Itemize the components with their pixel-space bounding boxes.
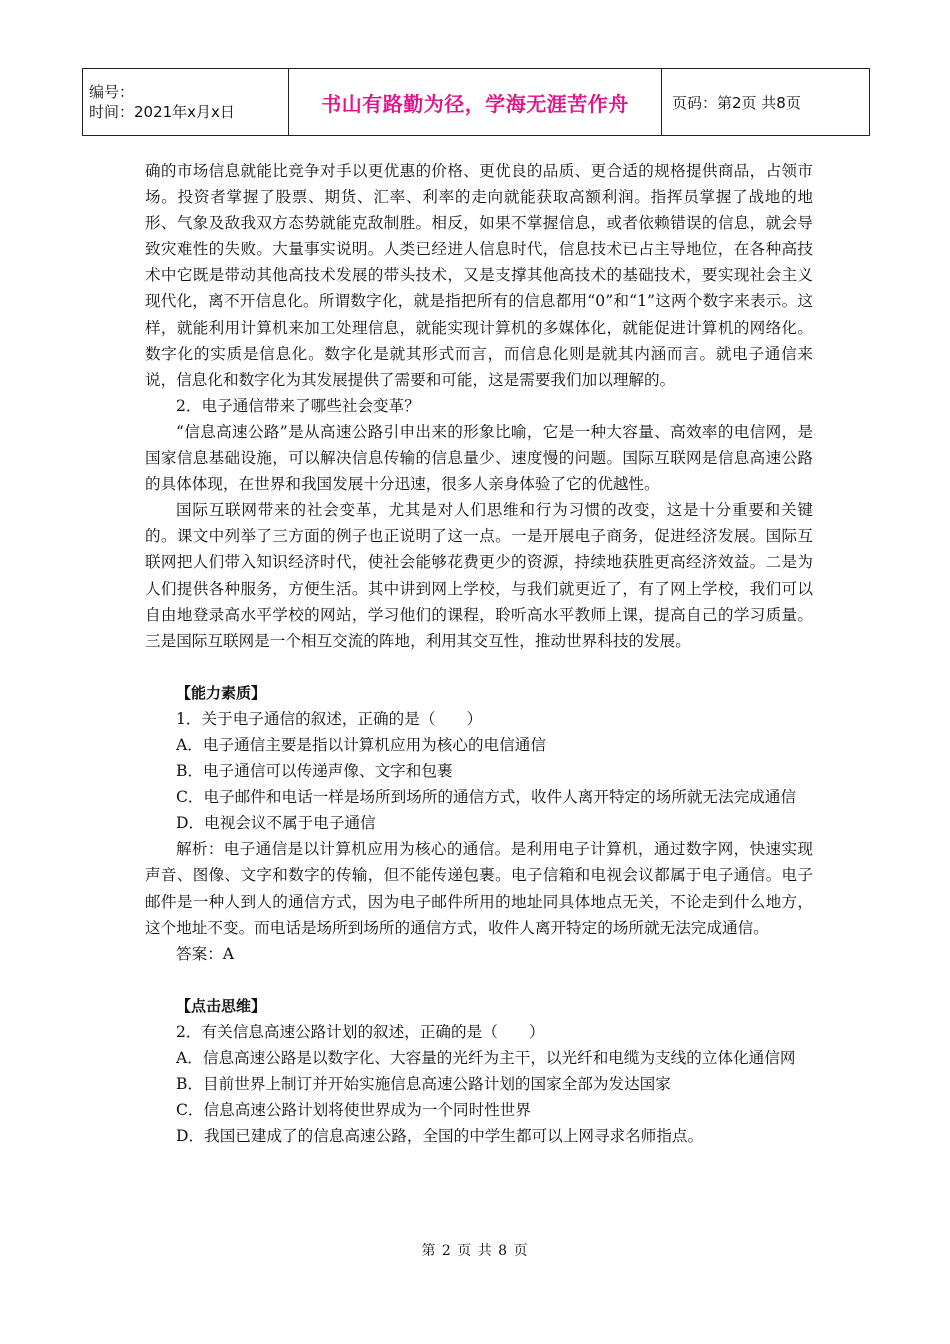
question-2-heading: 2．电子通信带来了哪些社会变革？	[176, 396, 420, 415]
section1-option-a: A．电子通信主要是指以计算机应用为核心的电信通信	[176, 735, 546, 754]
document-header	[82, 68, 870, 136]
body-paragraph-2: “信息高速公路”是从高速公路引申出来的形象比喻，它是一种大容量、高效率的电信网，是国家信息基础设施，可以解决信息传输的信息量少、速度慢的问题。国际互联网是信息高速公路的具体体现，在世界和我国发展十分迅速，很多人亲身体验了它的优越性。	[145, 422, 813, 494]
code-label: 编号：	[89, 83, 135, 101]
section2-option-a: A．信息高速公路是以数字化、大容量的光纤为主干，以光纤和电缆为支线的立体化通信网	[176, 1049, 796, 1067]
section2-option-b: B．目前世界上制订并开始实施信息高速公路计划的国家全部为发达国家	[176, 1075, 671, 1094]
section1-answer: 答案：A	[176, 944, 235, 963]
section2-option-c: C．信息高速公路计划将使世界成为一个同时性世界	[176, 1101, 531, 1120]
header-meta	[83, 69, 289, 136]
header-motto: 书山有路勤为径，学海无涯苦作舟	[289, 69, 662, 136]
header-page-info: 页码：第2页 共8页	[662, 69, 870, 136]
section1-question: 1．关于电子通信的叙述，正确的是（ ）	[176, 709, 483, 728]
document-body	[145, 158, 813, 1149]
date-label: 时间：2021年x月x日	[89, 103, 235, 121]
section1-option-d: D．电视会议不属于电子通信	[176, 814, 376, 833]
page-footer: 第 2 页 共 8 页	[421, 1243, 529, 1259]
section1-analysis: 解析：电子通信是以计算机应用为核心的通信。是利用电子计算机，通过数字网，快速实现声音、图像、文字和数字的传输，但不能传递包裹。电子信箱和电视会议都属于电子通信。电子邮件是一种人到人的通信方式，因为电子邮件所用的地址同具体地点无关，不论走到什么地方，这个地址不变。而电话是场所到场所的通信方式，收件人离开特定的场所就无法完成通信。	[145, 840, 813, 937]
section2-option-d: D．我国已建成了的信息高速公路，全国的中学生都可以上网寻求名师指点。	[176, 1127, 704, 1146]
body-paragraph-3: 国际互联网带来的社会变革，尤其是对人们思维和行为习惯的改变，这是十分重要和关键的。课文中列举了三方面的例子也正说明了这一点。一是开展电子商务，促进经济发展。国际互联网把人们带入知识经济时代，使社会能够花费更少的资源，持续地获胜更高经济效益。二是为人们提供各种服务，方便生活。其中讲到网上学校，与我们就更近了，有了网上学校，我们可以自由地登录高水平学校的网站，学习他们的课程，聆听高水平教师上课，提高自己的学习质量。三是国际互联网是一个相互交流的阵地，利用其交互性，推动世界科技的发展。	[145, 501, 813, 650]
section-thinking-title: 【点击思维】	[176, 996, 267, 1015]
section1-option-c: C．电子邮件和电话一样是场所到场所的通信方式，收件人离开特定的场所就无法完成通信	[176, 788, 797, 807]
body-paragraph-1: 确的市场信息就能比竞争对手以更优惠的价格、更优良的品质、更合适的规格提供商品，占领市场。投资者掌握了股票、期货、汇率、利率的走向就能获取高额利润。指挥员掌握了战地的地形、气象及敌我双方态势就能克敌制胜。相反，如果不掌握信息，或者依赖错误的信息，就会导致灾难性的失败。大量事实说明。人类已经进人信息时代，信息技术已占主导地位，在各种高技术中它既是带动其他高技术发展的带头技术，又是支撑其他高技术的基础技术，要实现社会主义现代化，离不开信息化。所谓数字化，就是指把所有的信息都用“0”和“1”这两个数字来表示。这样，就能利用计算机来加工处理信息，就能实现计算机的多媒体化，就能促进计算机的网络化。数字化的实质是信息化。数字化是就其形式而言，而信息化则是就其内涵而言。就电子通信来说，信息化和数字化为其发展提供了需要和可能，这是需要我们加以理解的。	[145, 162, 813, 389]
section1-option-b: B．电子通信可以传递声像、文字和包裹	[176, 762, 453, 781]
section-ability-title: 【能力素质】	[176, 683, 267, 702]
section2-question: 2．有关信息高速公路计划的叙述，正确的是（ ）	[176, 1022, 545, 1041]
